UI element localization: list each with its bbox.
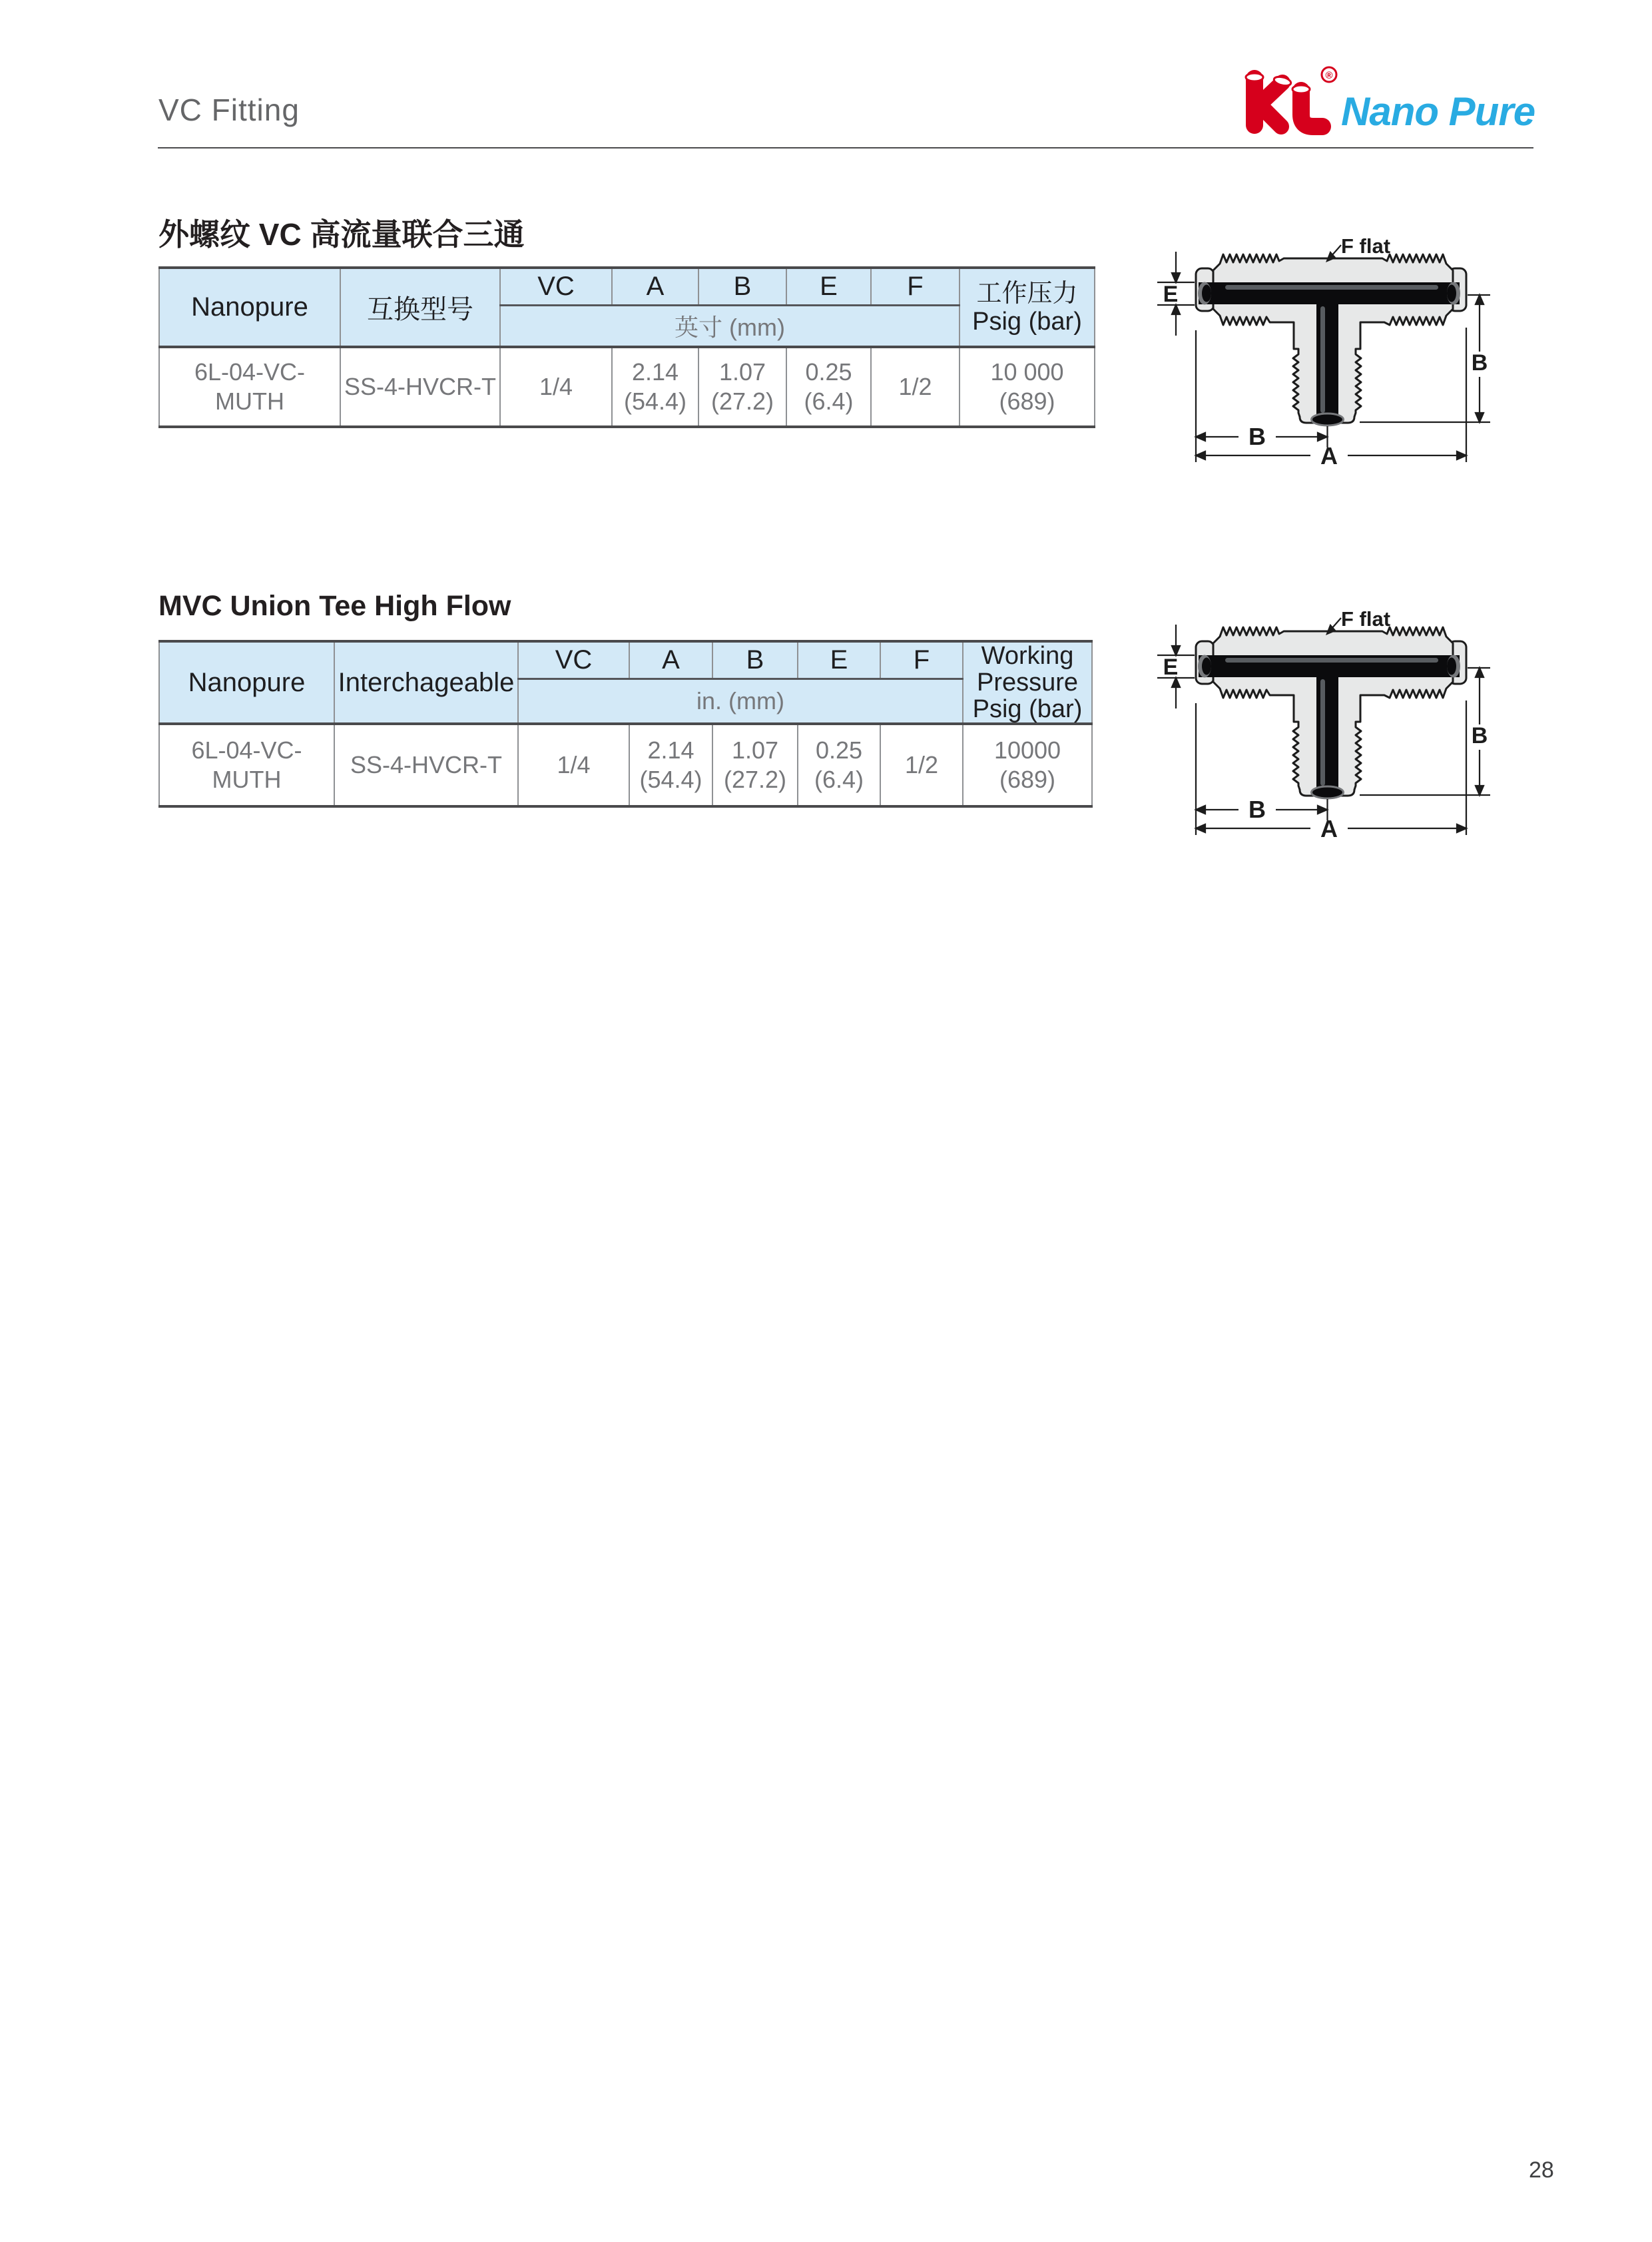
spec-table-en xyxy=(158,640,1093,808)
cell-dim-b xyxy=(712,724,798,806)
dim-a-mm: (54.4) xyxy=(623,388,687,415)
cell-dim-e xyxy=(798,724,880,806)
label-b-bottom: B xyxy=(1248,423,1266,450)
col-header-vc: VC xyxy=(500,268,612,305)
pressure-psig: 10 000 xyxy=(990,358,1064,386)
bore-channel xyxy=(1198,282,1460,426)
cell-dim-a xyxy=(612,347,698,427)
pressure-header-line3: Psig (bar) xyxy=(972,695,1083,723)
dim-b-mm: (27.2) xyxy=(723,766,787,793)
label-f-flat: F flat xyxy=(1341,607,1391,631)
cell-dim-b xyxy=(698,347,786,427)
dim-e-in: 0.25 xyxy=(805,358,852,386)
col-header-e: E xyxy=(786,268,871,305)
cell-dim-f: 1/2 xyxy=(871,347,960,427)
cell-part-number: 6L-04-VC-MUTH xyxy=(159,347,340,427)
dim-a-in: 2.14 xyxy=(647,736,694,764)
pressure-header-line1: Working xyxy=(981,642,1074,670)
label-e: E xyxy=(1163,282,1179,307)
dim-e-in: 0.25 xyxy=(815,736,863,764)
tee-fitting-diagram xyxy=(1119,200,1492,486)
label-b-bottom: B xyxy=(1248,796,1266,823)
label-e: E xyxy=(1163,655,1179,680)
col-header-pressure xyxy=(963,641,1092,724)
label-a: A xyxy=(1320,815,1338,842)
table-row xyxy=(159,347,1095,427)
dim-b-in: 1.07 xyxy=(718,358,766,386)
cell-interchangeable-model: SS-4-HVCR-T xyxy=(334,724,518,806)
bore-channel xyxy=(1198,655,1460,799)
label-b-right: B xyxy=(1471,350,1488,376)
dim-b-in: 1.07 xyxy=(731,736,779,764)
dim-e-mm: (6.4) xyxy=(814,766,864,793)
col-header-f: F xyxy=(871,268,960,305)
section-title-en: MVC Union Tee High Flow xyxy=(158,590,511,622)
cell-vc: 1/4 xyxy=(500,347,612,427)
dim-a-mm: (54.4) xyxy=(639,766,702,793)
unit-subheader: 英寸 (mm) xyxy=(500,305,960,347)
cell-pressure xyxy=(960,347,1095,427)
page-title: VC Fitting xyxy=(158,93,300,127)
brand-name: Nano Pure xyxy=(1341,89,1535,134)
cell-interchangeable-model: SS-4-HVCR-T xyxy=(340,347,500,427)
col-header-pressure xyxy=(960,268,1095,347)
table-row xyxy=(159,724,1092,806)
col-header-a: A xyxy=(629,641,712,679)
dim-e-mm: (6.4) xyxy=(804,388,854,415)
pressure-header-line1: 工作压力 xyxy=(976,279,1078,308)
spec-table-cn xyxy=(158,266,1095,428)
kl-logo-mark xyxy=(1246,73,1322,127)
cell-part-number: 6L-04-VC-MUTH xyxy=(159,724,334,806)
unit-subheader: in. (mm) xyxy=(518,679,963,724)
label-f-flat: F flat xyxy=(1341,234,1391,258)
col-header-b: B xyxy=(712,641,798,679)
page-number: 28 xyxy=(1529,2157,1554,2183)
cell-pressure xyxy=(963,724,1092,806)
dim-b-mm: (27.2) xyxy=(710,388,774,415)
col-header-f: F xyxy=(880,641,963,679)
col-header-e: E xyxy=(798,641,880,679)
label-a: A xyxy=(1320,442,1338,469)
col-header-vc: VC xyxy=(518,641,629,679)
tee-fitting-diagram xyxy=(1119,573,1492,859)
registered-trademark-icon xyxy=(1322,67,1336,82)
col-header-nanopure: Nanopure xyxy=(159,641,334,724)
cell-dim-e xyxy=(786,347,871,427)
dim-a-in: 2.14 xyxy=(631,358,679,386)
cell-dim-a xyxy=(629,724,712,806)
col-header-a: A xyxy=(612,268,698,305)
pressure-header-line2: Psig (bar) xyxy=(972,307,1082,336)
col-header-interchangeable: Interchageable xyxy=(334,641,518,724)
cell-vc: 1/4 xyxy=(518,724,629,806)
cell-dim-f: 1/2 xyxy=(880,724,963,806)
kl-nanopure-logo xyxy=(1240,64,1539,141)
section-title-cn: 外螺纹 VC 高流量联合三通 xyxy=(158,217,525,252)
pressure-psig: 10000 xyxy=(993,736,1061,764)
pressure-header-line2: Pressure xyxy=(976,669,1079,697)
col-header-nanopure: Nanopure xyxy=(159,268,340,347)
registered-symbol: ® xyxy=(1325,70,1333,81)
header-divider xyxy=(158,147,1533,148)
col-header-b: B xyxy=(698,268,786,305)
pressure-bar: (689) xyxy=(999,388,1055,415)
label-b-right: B xyxy=(1471,723,1488,748)
pressure-bar: (689) xyxy=(999,766,1056,793)
col-header-interchangeable: 互换型号 xyxy=(340,268,500,347)
